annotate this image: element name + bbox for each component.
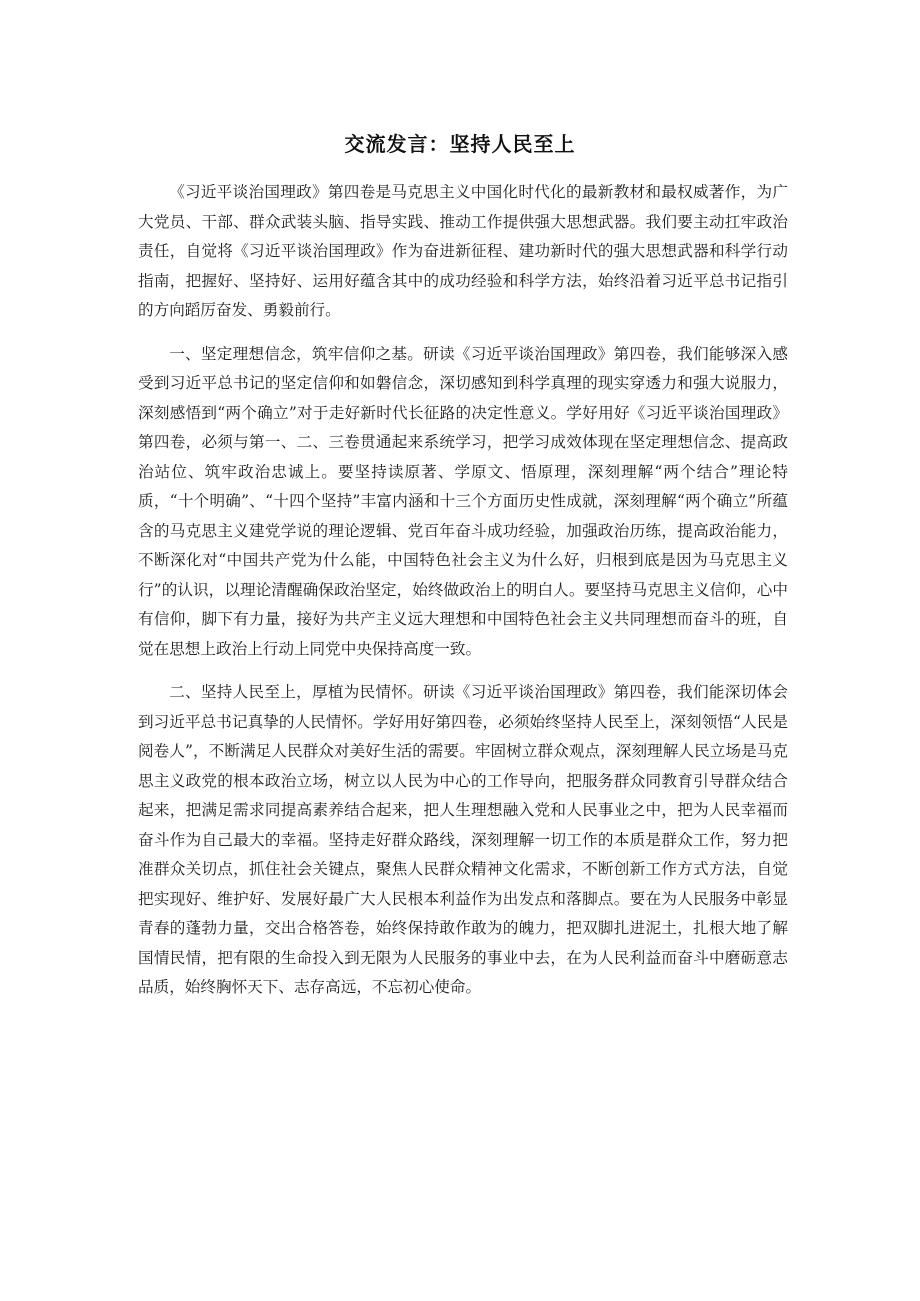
document-title: 交流发言：坚持人民至上 <box>344 132 576 156</box>
paragraph-intro: 《习近平谈治国理政》第四卷是马克思主义中国化时代化的最新教材和最权威著作，为广大党员、干部、群众武装头脑、指导实践、推动工作提供强大思想武器。我们要主动扛牢政治责任，自觉将《习近平谈治国理政》作为奋进新征程、建功新时代的强大思想武器和科学行动指南，把握好、坚持好、运用好蕴含其中的成功经验和科学方法，始终沿着习近平总书记指引的方向蹈厉奋发、勇毅前行。 <box>138 183 788 319</box>
paragraph-section-1: 一、坚定理想信念，筑牢信仰之基。研读《习近平谈治国理政》第四卷，我们能够深入感受到习近平总书记的坚定信仰和如磐信念，深切感知到科学真理的现实穿透力和强大说服力，深刻感悟到“两个确立”对于走好新时代长征路的决定性意义。学好用好《习近平谈治国理政》第四卷，必须与第一、二、三卷贯通起来系统学习，把学习成效体现在坚定理想信念、提高政治站位、筑牢政治忠诚上。要坚持读原著、学原文、悟原理，深刻理解“两个结合”理论特质，“十个明确”、“十四个坚持”丰富内涵和十三个方面历史性成就，深刻理解“两个确立”所蕴含的马克思主义建党学说的理论逻辑、党百年奋斗成功经验，加强政治历练，提高政治能力，不断深化对“中国共产党为什么能，中国特色社会主义为什么好，归根到底是因为马克思主义行”的认识，以理论清醒确保政治坚定，始终做政治上的明白人。要坚持马克思主义信仰，心中有信仰，脚下有力量，接好为共产主义远大理想和中国特色社会主义共同理想而奋斗的班，自觉在思想上政治上行动上同党中央保持高度一致。 <box>138 344 788 658</box>
document-body <box>138 178 788 1017</box>
paragraph-section-2: 二、坚持人民至上，厚植为民情怀。研读《习近平谈治国理政》第四卷，我们能深切体会到习近平总书记真挚的人民情怀。学好用好第四卷，必须始终坚持人民至上，深刻领悟“人民是阅卷人”，不断满足人民群众对美好生活的需要。牢固树立群众观点，深刻理解人民立场是马克思主义政党的根本政治立场，树立以人民为中心的工作导向，把服务群众同教育引导群众结合起来，把满足需求同提高素养结合起来，把人生理想融入党和人民事业之中，把为人民幸福而奋斗作为自己最大的幸福。坚持走好群众路线，深刻理解一切工作的本质是群众工作，努力把准群众关切点，抓住社会关键点，聚焦人民群众精神文化需求，不断创新工作方式方法，自觉把实现好、维护好、发展好最广大人民根本利益作为出发点和落脚点。要在为人民服务中彰显青春的蓬勃力量，交出合格答卷，始终保持敢作敢为的魄力，把双脚扎进泥土，扎根大地了解国情民情，把有限的生命投入到无限为人民服务的事业中去，在为人民利益而奋斗中磨砺意志品质，始终胸怀天下、志存高远，不忘初心使命。 <box>138 683 788 996</box>
